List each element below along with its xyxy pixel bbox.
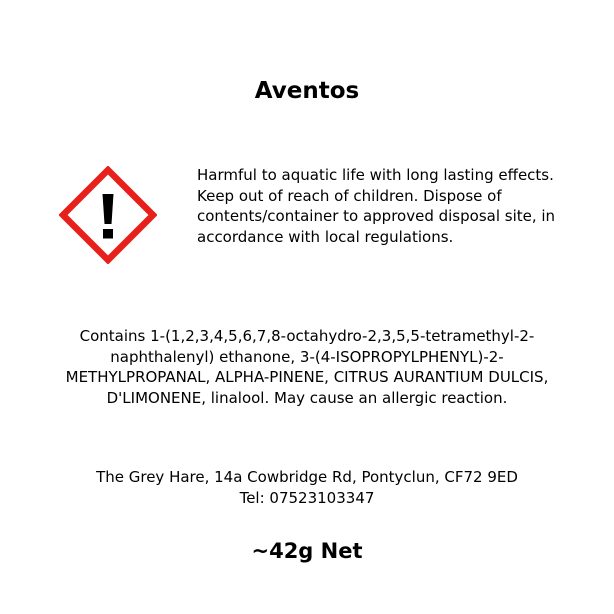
- hazard-statement-line: Keep out of reach of children. Dispose of: [197, 186, 502, 205]
- hazard-statements: [197, 165, 577, 247]
- supplier-address: The Grey Hare, 14a Cowbridge Rd, Pontyclun, CF72 9ED: [96, 468, 518, 486]
- hazard-statement-line: contents/container to approved disposal site, in: [197, 207, 556, 225]
- ingredients-statement: [40, 326, 574, 408]
- page-title: Aventos: [254, 78, 360, 104]
- net-weight: ~42g Net: [251, 539, 363, 563]
- ingredients-line: Contains 1-(1,2,3,4,5,6,7,8-octahydro-2,3,5,5-tetramethyl-2-: [79, 327, 535, 345]
- supplier-info: [0, 467, 614, 508]
- hazard-statement-line: accordance with local regulations.: [197, 227, 454, 246]
- supplier-phone: Tel: 07523103347: [239, 488, 375, 507]
- exclamation-hazard-icon: [59, 166, 157, 264]
- ingredients-line: METHYLPROPANAL, ALPHA-PINENE, CITRUS AURANTIUM DULCIS,: [65, 368, 549, 386]
- hazard-statement-line: Harmful to aquatic life with long lasting effects.: [197, 166, 554, 184]
- ingredients-line: naphthalenyl) ethanone, 3-(4-ISOPROPYLPHENYL)-2-: [110, 347, 504, 366]
- ingredients-line: D'LIMONENE, linalool. May cause an allergic reaction.: [106, 388, 508, 407]
